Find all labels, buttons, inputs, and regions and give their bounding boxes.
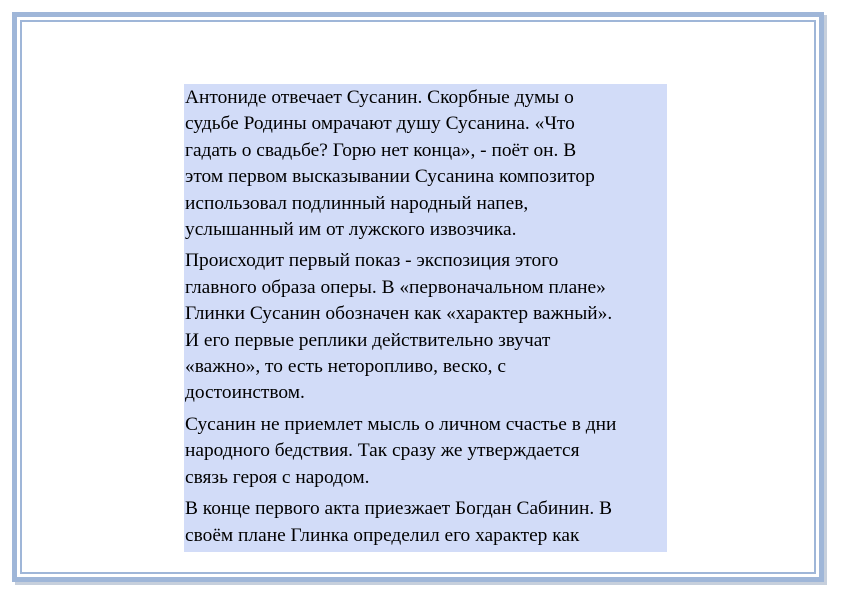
text-box bbox=[184, 84, 667, 552]
paragraph-2 bbox=[185, 248, 667, 406]
text-line: Глинки Сусанин обозначен как «характер важный». bbox=[185, 303, 613, 325]
paragraph-1 bbox=[185, 85, 667, 243]
text-line: Сусанин не приемлет мысль о личном счастье в дни bbox=[185, 413, 617, 435]
text-line: В конце первого акта приезжает Богдан Сабинин. В bbox=[185, 498, 613, 520]
text-line: Происходит первый показ - экспозиция этого bbox=[185, 250, 559, 272]
text-line: «важно», то есть неторопливо, веско, с bbox=[185, 356, 506, 378]
text-line: связь героя с народом. bbox=[185, 466, 370, 488]
text-line: судьбе Родины омрачают душу Сусанина. «Что bbox=[185, 113, 575, 135]
text-line: народного бедствия. Так сразу же утверждается bbox=[185, 440, 580, 462]
text-line: своём плане Глинка определил его характер как bbox=[185, 524, 580, 546]
text-line: гадать о свадьбе? Горю нет конца», - поёт он. В bbox=[185, 139, 577, 161]
paragraph-4 bbox=[185, 496, 667, 549]
text-line: этом первом высказывании Сусанина композитор bbox=[185, 166, 595, 188]
text-line: Антониде отвечает Сусанин. Скорбные думы о bbox=[185, 87, 574, 108]
text-line: услышанный им от лужского извозчика. bbox=[185, 219, 517, 241]
text-line: главного образа оперы. В «первоначальном плане» bbox=[185, 276, 606, 298]
text-line: И его первые реплики действительно звучат bbox=[185, 329, 551, 351]
text-line: использовал подлинный народный напев, bbox=[185, 192, 529, 214]
paragraph-3 bbox=[185, 412, 667, 491]
text-line: достоинством. bbox=[185, 382, 305, 404]
